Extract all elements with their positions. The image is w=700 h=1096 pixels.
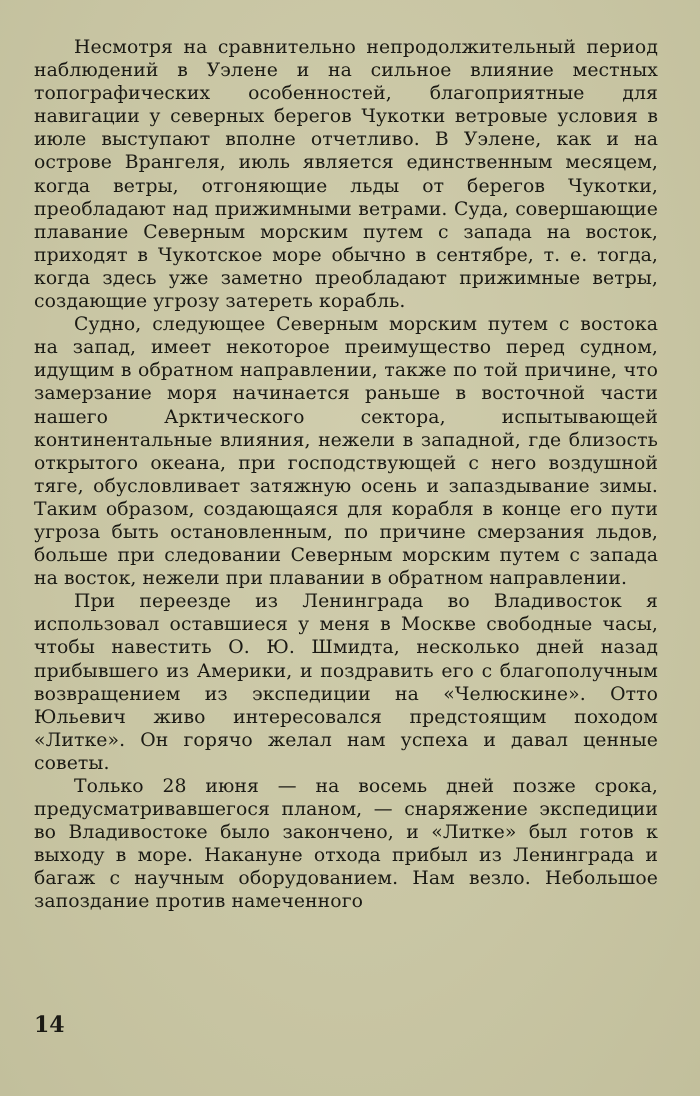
paragraph-3: При переезде из Ленинграда во Владивосток я использовал оставшиеся у меня в Москве свободные часы, чтобы навестить О. Ю. Шмидта, несколько дней назад прибывшего из Америки, и поздравить его с благополучным возвращением из экспедиции на «Челюскине». Отто Юльевич живо интересовался предстоящим походом «Литке». Он горячо желал нам успеха и давал ценные советы. (34, 591, 658, 774)
paragraph-4: Только 28 июня — на восемь дней позже срока, предусматривавшегося планом, — снаряжение экспедиции во Владивостоке было закончено, и «Литке» был готов к выходу в море. Накануне отхода прибыл из Ленинграда и багаж с научным оборудованием. Нам везло. Небольшое запоздание против намеченного (34, 776, 658, 913)
body-text (34, 36, 658, 914)
paragraph-1: Несмотря на сравнительно непродолжительный период наблюдений в Уэлене и на сильное влияние местных топографических особенностей, благоприятные для навигации у северных берегов Чукотки ветровые условия в июле выступают вполне отчетливо. В Уэлене, как и на острове Врангеля, июль является единственным месяцем, когда ветры, отгоняющие льды от берегов Чукотки, преобладают над прижимными ветрами. Суда, совершающие плавание Северным морским путем с запада на восток, приходят в Чукотское море обычно в сентябре, т. е. тогда, когда здесь уже заметно преобладают прижимные ветры, создающие угрозу затереть корабль. (34, 37, 658, 313)
page-number: 14 (34, 1012, 65, 1038)
paragraph-2: Судно, следующее Северным морским путем с востока на запад, имеет некоторое преимущество перед судном, идущим в обратном направлении, также по той причине, что замерзание моря начинается раньше в восточной части нашего Арктического сектора, испытывающей континентальные влияния, нежели в западной, где близость открытого океана, при господствующей с него воздушной тяге, обусловливает затяжную осень и запаздывание зимы. Таким образом, создающаяся для корабля в конце его пути угроза быть остановленным, по причине смерзания льдов, больше при следовании Северным морским путем с запада на восток, нежели при плавании в обратном направлении. (34, 314, 658, 590)
